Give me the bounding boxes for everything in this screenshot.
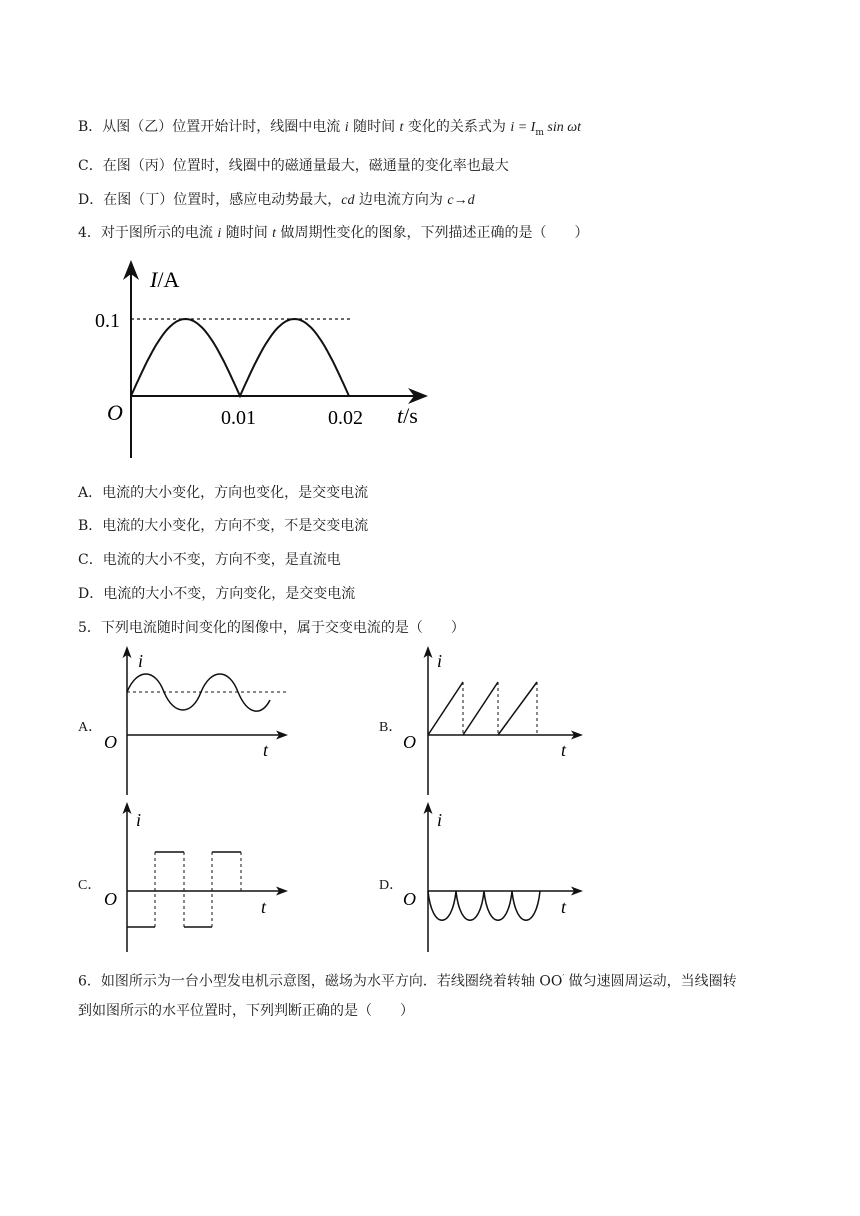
q4-option-a: A．电流的大小变化，方向也变化，是交变电流 xyxy=(78,485,369,501)
a-origin-label: O xyxy=(104,732,117,752)
formula: i = I xyxy=(510,120,536,135)
x-tick-label-2: 0.02 xyxy=(328,407,363,429)
c-transitions xyxy=(155,852,241,927)
b-i-label: i xyxy=(437,651,443,671)
x-tick-label-1: 0.01 xyxy=(221,407,256,429)
q5-label-d: D． xyxy=(379,878,404,893)
b-t-label: t xyxy=(561,740,567,760)
b-sawtooth xyxy=(428,682,537,735)
d-i-label: i xyxy=(437,810,443,830)
formula-subscript: m xyxy=(535,127,544,138)
b-origin-label: O xyxy=(403,732,416,752)
rotation-axis-label: OO xyxy=(539,973,563,990)
q3-option-c: C．在图（丙）位置时，线圈中的磁通量最大，磁通量的变化率也最大 xyxy=(78,158,509,174)
formula-tail: sin ωt xyxy=(543,120,582,135)
q3-option-b-text-3: 变化的关系式为 xyxy=(403,119,511,135)
y-tick-label: 0.1 xyxy=(95,310,120,332)
b-sawtooth-2 xyxy=(463,682,498,735)
q5-label-c: C． xyxy=(78,878,102,893)
q5-stem: 5．下列电流随时间变化的图像中，属于交变电流的是（ ） xyxy=(78,620,465,636)
current-direction: c→d xyxy=(447,193,475,208)
rotation-axis-prime: ′ xyxy=(562,973,565,982)
origin-label: O xyxy=(107,400,123,425)
q4-stem-text-2: 随时间 xyxy=(221,225,273,241)
q5-label-b: B． xyxy=(379,720,403,735)
a-i-label: i xyxy=(138,651,144,671)
y-axis-label-unit: /A xyxy=(157,267,180,292)
x-axis-label-unit: /s xyxy=(403,403,418,428)
var-t: t xyxy=(272,226,277,241)
x-axis-label-var: t xyxy=(397,403,404,428)
y-axis-label-var: I xyxy=(150,267,158,292)
q3-option-b-text: B．从图（乙）位置开始计时，线圈中电流 xyxy=(78,119,345,135)
q3-option-d-text-2: 边电流方向为 xyxy=(354,192,448,208)
c-t-label: t xyxy=(261,897,267,917)
q6-stem-text-2: 做匀速圆周运动，当线圈转 xyxy=(564,973,737,990)
q4-stem-text-3: 做周期性变化的图象，下列描述正确的是（ ） xyxy=(276,225,589,241)
var-t: t xyxy=(399,120,404,135)
q3-option-d-text: D．在图（丁）位置时，感应电动势最大， xyxy=(78,192,342,208)
q3-option-b-text-2: 随时间 xyxy=(348,119,400,135)
q5-label-a: A． xyxy=(78,720,103,735)
q6-stem-text: 6．如图所示为一台小型发电机示意图，磁场为水平方向．若线圈绕着转轴 xyxy=(78,973,540,990)
d-rectified-curve xyxy=(428,891,540,920)
a-sine-curve xyxy=(127,674,270,711)
q4-option-d: D．电流的大小不变，方向变化，是交变电流 xyxy=(78,586,356,602)
q4-stem-text: 4．对于图所示的电流 xyxy=(78,225,218,241)
b-drop-lines xyxy=(463,682,537,735)
c-i-label: i xyxy=(136,810,142,830)
q6-stem-line1 xyxy=(78,968,737,992)
var-cd: cd xyxy=(341,193,355,208)
q6-stem-line2: 到如图所示的水平位置时，下列判断正确的是（ ） xyxy=(78,1003,414,1019)
a-t-label: t xyxy=(263,740,269,760)
q4-option-b: B．电流的大小变化，方向不变，不是交变电流 xyxy=(78,518,369,534)
d-origin-label: O xyxy=(403,889,416,909)
var-i: i xyxy=(344,120,349,135)
q4-option-c: C．电流的大小不变，方向不变，是直流电 xyxy=(78,552,341,568)
c-origin-label: O xyxy=(104,889,117,909)
var-i: i xyxy=(217,226,222,241)
d-t-label: t xyxy=(561,897,567,917)
